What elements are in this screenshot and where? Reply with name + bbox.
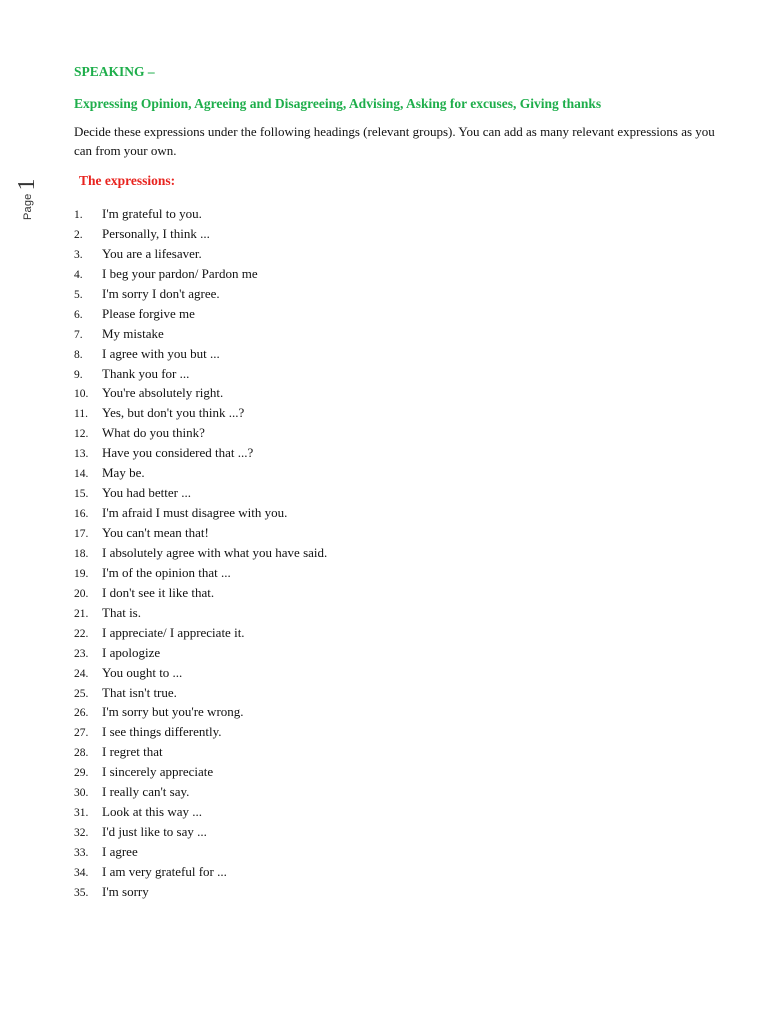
list-item-number: 13. (74, 448, 89, 461)
list-item-number: 33. (74, 847, 89, 859)
page-number-marker (14, 179, 41, 221)
list-item-number: 19. (74, 567, 89, 580)
list-item-text: I don't see it like that. (102, 584, 215, 600)
list-item-number: 27. (74, 727, 89, 740)
list-item (74, 463, 724, 483)
list-item-number: 14. (74, 468, 89, 481)
list-item (74, 523, 724, 543)
instructions-text: Decide these expressions under the following headings (relevant groups). You can add as many relevant expressions as you can from your own. (74, 124, 715, 158)
list-item-number: 12. (74, 428, 89, 441)
list-item-number: 20. (74, 587, 89, 600)
list-item-number: 35. (74, 886, 89, 899)
list-item (74, 344, 724, 364)
list-item-number: 5. (74, 288, 83, 301)
list-item-text: You ought to ... (102, 664, 183, 680)
list-item-text: I'm of the opinion that ... (102, 564, 231, 580)
list-item-text: Look at this way ... (102, 804, 203, 820)
list-item-text: May be. (102, 465, 145, 481)
list-item-text: I see things differently. (102, 724, 222, 740)
list-item (74, 683, 724, 703)
list-item-text: I apologize (102, 644, 161, 660)
list-item-number: 6. (74, 308, 83, 321)
list-item-number: 21. (74, 607, 89, 620)
list-item (74, 882, 724, 902)
list-item-text: I absolutely agree with what you have said. (102, 544, 328, 560)
list-item (74, 742, 724, 762)
list-item-number: 32. (74, 827, 89, 840)
section-title: SPEAKING – (74, 64, 155, 79)
list-item (74, 324, 724, 344)
list-item-number: 4. (74, 268, 83, 281)
expressions-heading: The expressions: (79, 173, 176, 188)
list-item (74, 603, 724, 623)
list-item (74, 304, 724, 324)
list-item-number: 10. (74, 388, 89, 401)
list-item-number: 22. (74, 627, 89, 640)
list-item (74, 782, 724, 802)
list-item-number: 24. (74, 667, 89, 680)
list-item (74, 802, 724, 822)
list-item-number: 9. (74, 368, 83, 381)
list-item-text: Yes, but don't you think ...? (102, 405, 245, 421)
page-label: Page (22, 193, 34, 220)
list-item (74, 204, 724, 224)
list-item-text: Please forgive me (102, 305, 195, 321)
list-item-number: 34. (74, 866, 89, 879)
list-item (74, 403, 724, 423)
list-item-number: 7. (74, 328, 83, 341)
list-item (74, 483, 724, 503)
list-item-text: That is. (102, 604, 141, 620)
list-item-text: I'm sorry (102, 883, 149, 899)
list-item (74, 284, 724, 304)
list-item-text: You had better ... (102, 485, 191, 501)
list-item (74, 503, 724, 523)
list-item (74, 443, 724, 463)
list-item (74, 383, 724, 403)
list-item (74, 583, 724, 603)
list-item-number: 30. (74, 787, 89, 800)
list-item (74, 423, 724, 443)
list-item-number: 25. (74, 687, 89, 700)
list-item (74, 264, 724, 284)
list-item-number: 8. (74, 348, 83, 361)
list-item (74, 842, 724, 862)
list-item-text: I'm grateful to you. (102, 206, 202, 221)
list-item-number: 29. (74, 767, 89, 780)
list-item-number: 2. (74, 228, 83, 241)
list-item-text: I sincerely appreciate (102, 764, 214, 780)
list-item (74, 762, 724, 782)
list-item (74, 722, 724, 742)
list-item (74, 244, 724, 264)
list-item (74, 822, 724, 842)
list-item-text: I am very grateful for ... (102, 863, 227, 879)
list-item-number: 23. (74, 647, 89, 660)
list-item (74, 364, 724, 384)
list-item (74, 543, 724, 563)
list-item-number: 18. (74, 547, 89, 560)
list-item-text: Thank you for ... (102, 365, 190, 381)
list-item-text: My mistake (102, 325, 164, 341)
list-item-number: 16. (74, 508, 89, 521)
list-item (74, 224, 724, 244)
list-item-number: 11. (74, 408, 88, 421)
list-item (74, 563, 724, 583)
list-item-text: I agree (102, 844, 138, 859)
list-item (74, 643, 724, 663)
document-body (74, 62, 724, 902)
list-item (74, 702, 724, 722)
list-item-text: I'm afraid I must disagree with you. (102, 505, 288, 521)
expressions-list (74, 204, 724, 902)
list-item-number: 3. (74, 248, 83, 261)
list-item-number: 26. (74, 707, 89, 720)
list-item-number: 31. (74, 807, 89, 820)
list-item-text: I regret that (102, 744, 163, 760)
list-item (74, 663, 724, 683)
page-number: 1 (14, 178, 40, 191)
list-item-text: You can't mean that! (102, 525, 209, 540)
list-item-text: I'm sorry I don't agree. (102, 285, 220, 301)
list-item (74, 862, 724, 882)
list-item (74, 623, 724, 643)
list-item-text: I agree with you but ... (102, 345, 220, 361)
list-item-text: I appreciate/ I appreciate it. (102, 624, 245, 640)
list-item-text: You're absolutely right. (102, 385, 224, 401)
list-item-number: 15. (74, 488, 89, 501)
list-item-number: 1. (74, 209, 83, 221)
list-item-text: I'd just like to say ... (102, 824, 207, 840)
list-item-text: Personally, I think ... (102, 225, 210, 241)
list-item-text: I really can't say. (102, 784, 190, 800)
list-item-number: 28. (74, 747, 89, 760)
list-item-text: You are a lifesaver. (102, 245, 202, 261)
list-item-text: I beg your pardon/ Pardon me (102, 265, 258, 281)
list-item-number: 17. (74, 528, 89, 540)
section-subtitle: Expressing Opinion, Agreeing and Disagreeing, Advising, Asking for excuses, Giving thanks (74, 96, 602, 111)
list-item-text: That isn't true. (102, 684, 177, 700)
list-item-text: Have you considered that ...? (102, 445, 254, 461)
list-item-text: What do you think? (102, 425, 205, 441)
list-item-text: I'm sorry but you're wrong. (102, 704, 244, 720)
